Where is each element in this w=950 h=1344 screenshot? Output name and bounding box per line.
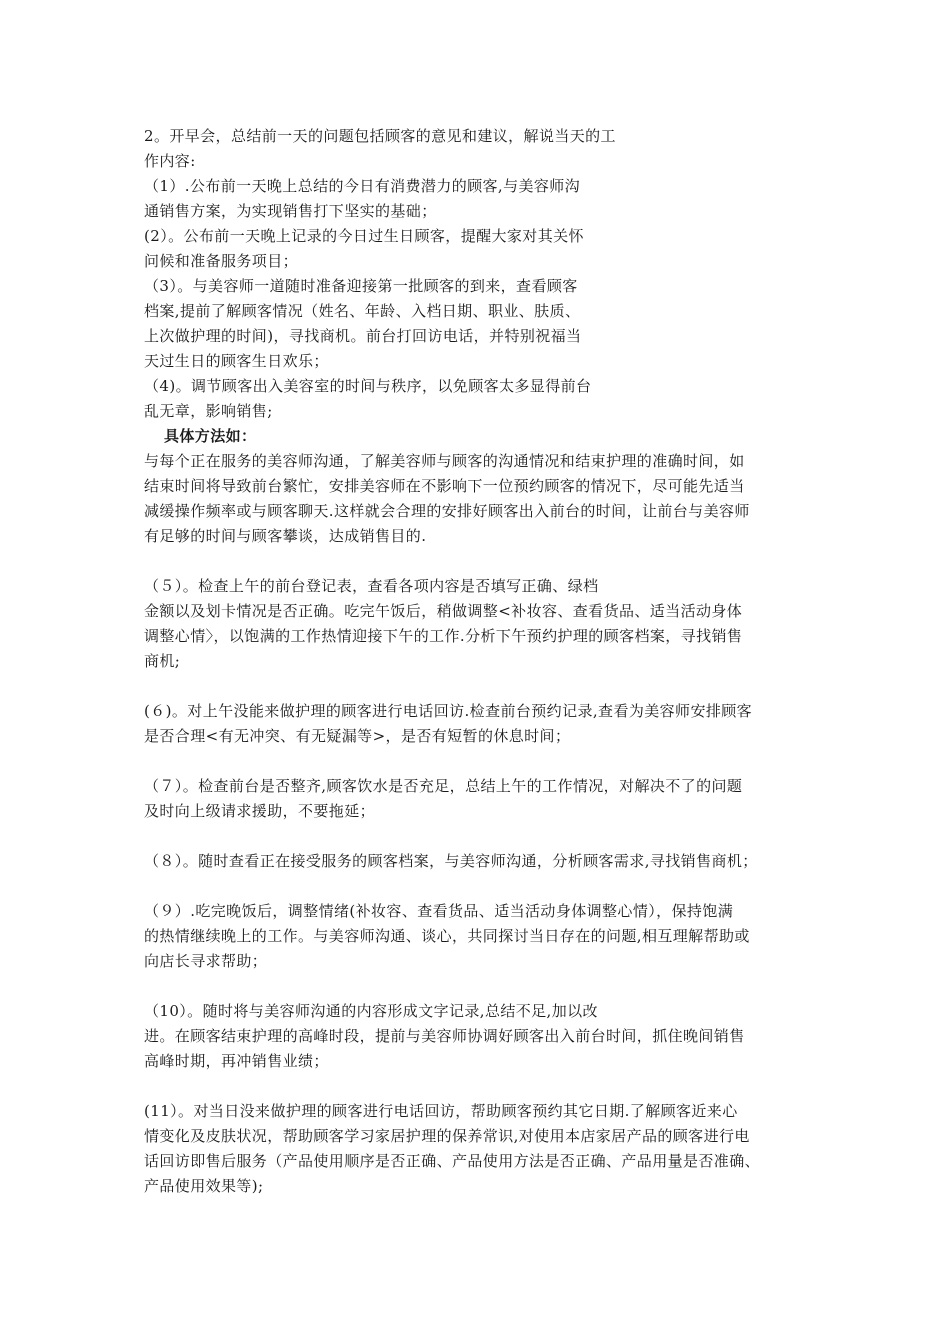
text-line: 向店长寻求帮助； xyxy=(144,952,268,970)
text-line: （９）.吃完晚饭后，调整情绪(补妆容、查看货品、适当活动身体调整心情），保持饱满 xyxy=(144,902,734,920)
text-line: （4)。调节顾客出入美容室的时间与秩序，以免顾客太多显得前台 xyxy=(144,377,592,395)
text-line: （3）。与美容师一道随时准备迎接第一批顾客的到来，查看顾客 xyxy=(144,277,578,295)
text-line: 及时向上级请求援助，不要拖延； xyxy=(144,802,376,820)
paragraph-gap xyxy=(144,549,824,574)
paragraph-gap xyxy=(144,674,824,699)
text-line: 通销售方案，为实现销售打下坚实的基础； xyxy=(144,202,437,220)
text-line: 金额以及划卡情况是否正确。吃完午饭后，稍做调整<补妆容、查看货品、适当活动身体 xyxy=(144,602,743,620)
text-line: 产品使用效果等); xyxy=(144,1177,264,1195)
text-line: 情变化及皮肤状况，帮助顾客学习家居护理的保养常识,对使用本店家居产品的顾客进行电 xyxy=(144,1127,750,1145)
text-line: (2）。公布前一天晚上记录的今日过生日顾客，提醒大家对其关怀 xyxy=(144,227,584,245)
paragraph-gap xyxy=(144,749,824,774)
text-line: 高峰时期，再冲销售业绩； xyxy=(144,1052,329,1070)
paragraph-gap xyxy=(144,824,824,849)
text-line: 减缓操作频率或与顾客聊天.这样就会合理的安排好顾客出入前台的时间，让前台与美容师 xyxy=(144,502,750,520)
text-line: （10）。随时将与美容师沟通的内容形成文字记录,总结不足,加以改 xyxy=(144,1002,598,1020)
text-line: （７）。检查前台是否整齐,顾客饮水是否充足，总结上午的工作情况，对解决不了的问题 xyxy=(144,777,743,795)
text-line: 乱无章，影响销售; xyxy=(144,402,273,420)
section-heading: 具体方法如： xyxy=(164,427,257,445)
text-line: 档案,提前了解顾客情况（姓名、年龄、入档日期、职业、肤质、 xyxy=(144,302,581,320)
text-line: 话回访即售后服务（产品使用顺序是否正确、产品使用方法是否正确、产品用量是否准确、 xyxy=(144,1152,761,1170)
text-line: 上次做护理的时间)，寻找商机。前台打回访电话，并特别祝福当 xyxy=(144,327,582,345)
text-line: 是否合理<有无冲突、有无疑漏等>，是否有短暂的休息时间； xyxy=(144,727,571,745)
text-line: (11）。对当日没来做护理的顾客进行电话回访，帮助顾客预约其它日期.了解顾客近来心 xyxy=(144,1102,738,1120)
text-line: （８）。随时查看正在接受服务的顾客档案，与美容师沟通，分析顾客需求,寻找销售商机； xyxy=(144,852,758,870)
text-line: 进。在顾客结束护理的高峰时段，提前与美容师协调好顾客出入前台时间，抓住晚间销售 xyxy=(144,1027,745,1045)
document-body xyxy=(144,124,824,1199)
text-line: 与每个正在服务的美容师沟通，了解美容师与顾客的沟通情况和结束护理的准确时间，如 xyxy=(144,452,745,470)
paragraph-gap xyxy=(144,874,824,899)
paragraph-gap xyxy=(144,1074,824,1099)
text-line: 天过生日的顾客生日欢乐； xyxy=(144,352,329,370)
text-line: （1）.公布前一天晚上总结的今日有消费潜力的顾客,与美容师沟 xyxy=(144,177,581,195)
paragraph-gap xyxy=(144,974,824,999)
text-line: 的热情继续晚上的工作。与美容师沟通、谈心，共同探讨当日存在的问题,相互理解帮助或 xyxy=(144,927,750,945)
text-line: 调整心情〉，以饱满的工作热情迎接下午的工作.分析下午预约护理的顾客档案，寻找销售 xyxy=(144,627,743,645)
text-line: 问候和准备服务项目； xyxy=(144,252,299,270)
text-line: (６)。对上午没能来做护理的顾客进行电话回访.检查前台预约记录,查看为美容师安排顾客 xyxy=(144,702,753,720)
text-line: 有足够的时间与顾客攀谈，达成销售目的. xyxy=(144,527,427,545)
text-line: 结束时间将导致前台繁忙，安排美容师在不影响下一位预约顾客的情况下，尽可能先适当 xyxy=(144,477,745,495)
text-line: （５）。检查上午的前台登记表，查看各项内容是否填写正确、绿档 xyxy=(144,577,599,595)
text-line: 作内容: xyxy=(144,152,196,170)
text-line: 2。开早会，总结前一天的问题包括顾客的意见和建议，解说当天的工 xyxy=(144,127,616,145)
text-line: 商机; xyxy=(144,652,181,670)
